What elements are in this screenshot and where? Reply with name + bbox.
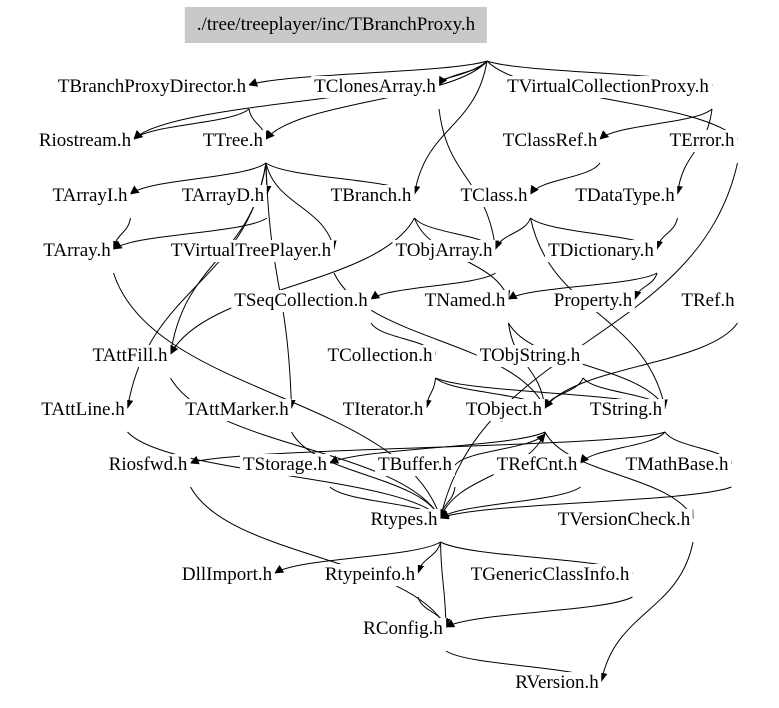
node-tclassref-h: TClassRef.h: [500, 130, 600, 152]
node-tbranchproxydirector-h: TBranchProxyDirector.h: [55, 76, 249, 98]
node-trefcnt-h: TRefCnt.h: [494, 454, 581, 476]
node-tstorage-h: TStorage.h: [240, 454, 330, 476]
node-tcollection-h: TCollection.h: [324, 345, 435, 367]
node-tobject-h: TObject.h: [463, 399, 545, 421]
node-tseqcollection-h: TSeqCollection.h: [231, 290, 371, 312]
node-tref-h: TRef.h: [678, 290, 737, 312]
node-ttree-h: TTree.h: [200, 130, 266, 152]
node-root-header: ./tree/treeplayer/inc/TBranchProxy.h: [185, 7, 487, 43]
node-tdatatype-h: TDataType.h: [572, 185, 677, 207]
node-tattmarker-h: TAttMarker.h: [182, 399, 291, 421]
node-tobjstring-h: TObjString.h: [477, 345, 583, 367]
node-tattfill-h: TAttFill.h: [89, 345, 170, 367]
node-tmathbase-h: TMathBase.h: [623, 454, 732, 476]
node-tarray-h: TArray.h: [40, 240, 113, 262]
node-riosfwd-h: Riosfwd.h: [106, 454, 191, 476]
node-tarrayd-h: TArrayD.h: [179, 185, 267, 207]
node-tbuffer-h: TBuffer.h: [375, 454, 455, 476]
node-tbranch-h: TBranch.h: [328, 185, 415, 207]
node-tstring-h: TString.h: [587, 399, 665, 421]
node-tversioncheck-h: TVersionCheck.h: [555, 509, 693, 531]
node-tgenericclassinfo-h: TGenericClassInfo.h: [468, 564, 633, 586]
node-terror-h: TError.h: [667, 130, 738, 152]
node-tvirtualcollectionproxy-h: TVirtualCollectionProxy.h: [504, 76, 712, 98]
node-rconfig-h: RConfig.h: [360, 618, 446, 640]
node-rtypeinfo-h: Rtypeinfo.h: [322, 564, 418, 586]
node-titerator-h: TIterator.h: [340, 399, 427, 421]
node-dllimport-h: DllImport.h: [179, 564, 275, 586]
node-tnamed-h: TNamed.h: [422, 290, 509, 312]
node-tarrayi-h: TArrayI.h: [50, 185, 131, 207]
node-rtypes-h: Rtypes.h: [367, 509, 440, 531]
node-tobjarray-h: TObjArray.h: [392, 240, 495, 262]
node-rversion-h: RVersion.h: [512, 672, 601, 694]
node-riostream-h: Riostream.h: [36, 130, 134, 152]
node-tattline-h: TAttLine.h: [38, 399, 127, 421]
node-property-h: Property.h: [551, 290, 635, 312]
node-tclass-h: TClass.h: [457, 185, 530, 207]
node-tdictionary-h: TDictionary.h: [545, 240, 657, 262]
node-tclonesarray-h: TClonesArray.h: [311, 76, 439, 98]
node-tvirtualtreeplayer-h: TVirtualTreePlayer.h: [168, 240, 334, 262]
